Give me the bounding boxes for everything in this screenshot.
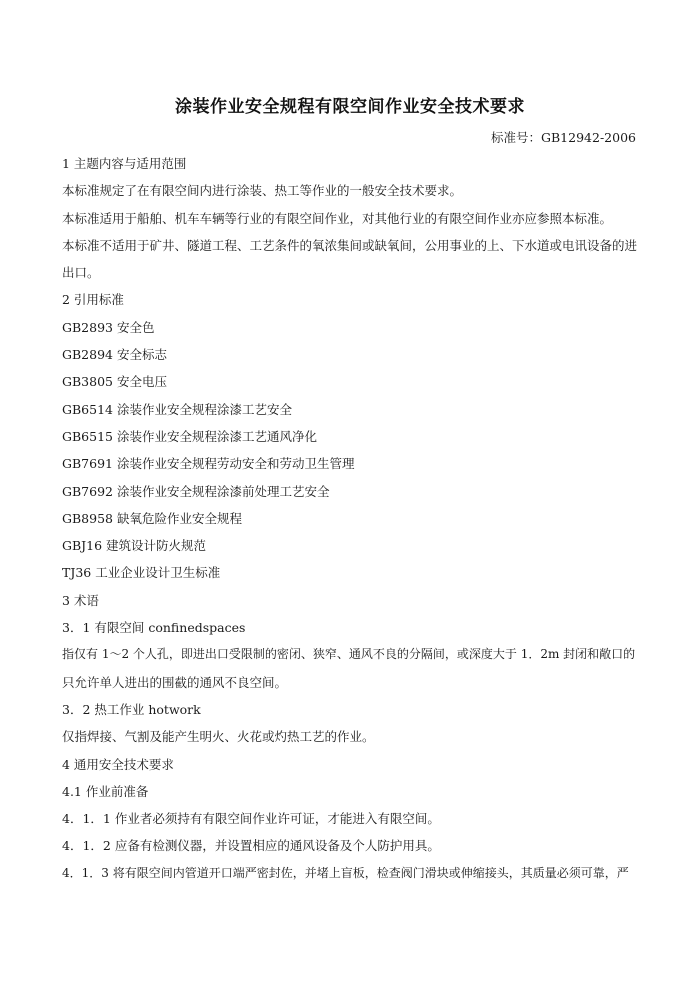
paragraph-line: 本标准规定了在有限空间内进行涂装、热工等作业的一般安全技术要求。	[62, 183, 463, 199]
subsection-heading: 4.1 作业前准备	[62, 783, 149, 799]
reference-item: GB7692 涂装作业安全规程涂漆前处理工艺安全	[62, 483, 330, 499]
reference-item: TJ36 工业企业设计卫生标准	[62, 565, 221, 581]
paragraph-line: 本标准适用于船舶、机车车辆等行业的有限空间作业，对其他行业的有限空间作业亦应参照本标准。	[62, 210, 613, 226]
term-heading: 3．1 有限空间 confinedspaces	[62, 620, 246, 636]
clause-line: 4．1．2 应备有检测仪器，并设置相应的通风设备及个人防护用具。	[62, 838, 440, 854]
clause-line: 4．1．3 将有限空间内管道开口端严密封佐，并堵上盲板，检查阀门滑块或伸缩接头，其质量必须可靠，严	[62, 865, 629, 880]
section-heading-4: 4 通用安全技术要求	[62, 756, 174, 772]
paragraph-line: 指仅有 1～2 个人孔，即进出口受限制的密闭、狭窄、通风不良的分隔间，或深度大于 1．2m 封闭和敞口的	[62, 647, 636, 662]
paragraph-line: 仅指焊接、气割及能产生明火、火花或灼热工艺的作业。	[62, 729, 375, 745]
section-heading-2: 2 引用标准	[62, 292, 124, 308]
reference-item: GB6515 涂装作业安全规程涂漆工艺通风净化	[62, 428, 317, 444]
standard-number: 标准号：GB12942-2006	[491, 130, 636, 145]
term-heading: 3．2 热工作业 hotwork	[62, 701, 201, 717]
reference-item: GBJ16 建筑设计防火规范	[62, 538, 207, 554]
paragraph-line: 出口。	[62, 265, 100, 281]
reference-item: GB3805 安全电压	[62, 374, 167, 390]
paragraph-line: 只允许单人进出的围截的通风不良空间。	[62, 674, 288, 690]
document-title: 涂装作业安全规程有限空间作业安全技术要求	[175, 97, 525, 117]
section-heading-1: 1 主题内容与适用范围	[62, 156, 187, 171]
document-body	[62, 150, 640, 887]
reference-item: GB2894 安全标志	[62, 347, 167, 363]
reference-item: GB2893 安全色	[62, 319, 155, 335]
section-heading-3: 3 术语	[62, 592, 99, 608]
clause-line: 4．1．1 作业者必须持有有限空间作业许可证，才能进入有限空间。	[62, 811, 440, 827]
paragraph-line: 本标准不适用于矿井、隧道工程、工艺条件的氧浓集间或缺氧间，公用事业的上、下水道或电讯设备的进	[62, 237, 638, 253]
reference-item: GB6514 涂装作业安全规程涂漆工艺安全	[62, 401, 292, 417]
reference-item: GB8958 缺氧危险作业安全规程	[62, 510, 242, 526]
reference-item: GB7691 涂装作业安全规程劳动安全和劳动卫生管理	[62, 456, 355, 472]
